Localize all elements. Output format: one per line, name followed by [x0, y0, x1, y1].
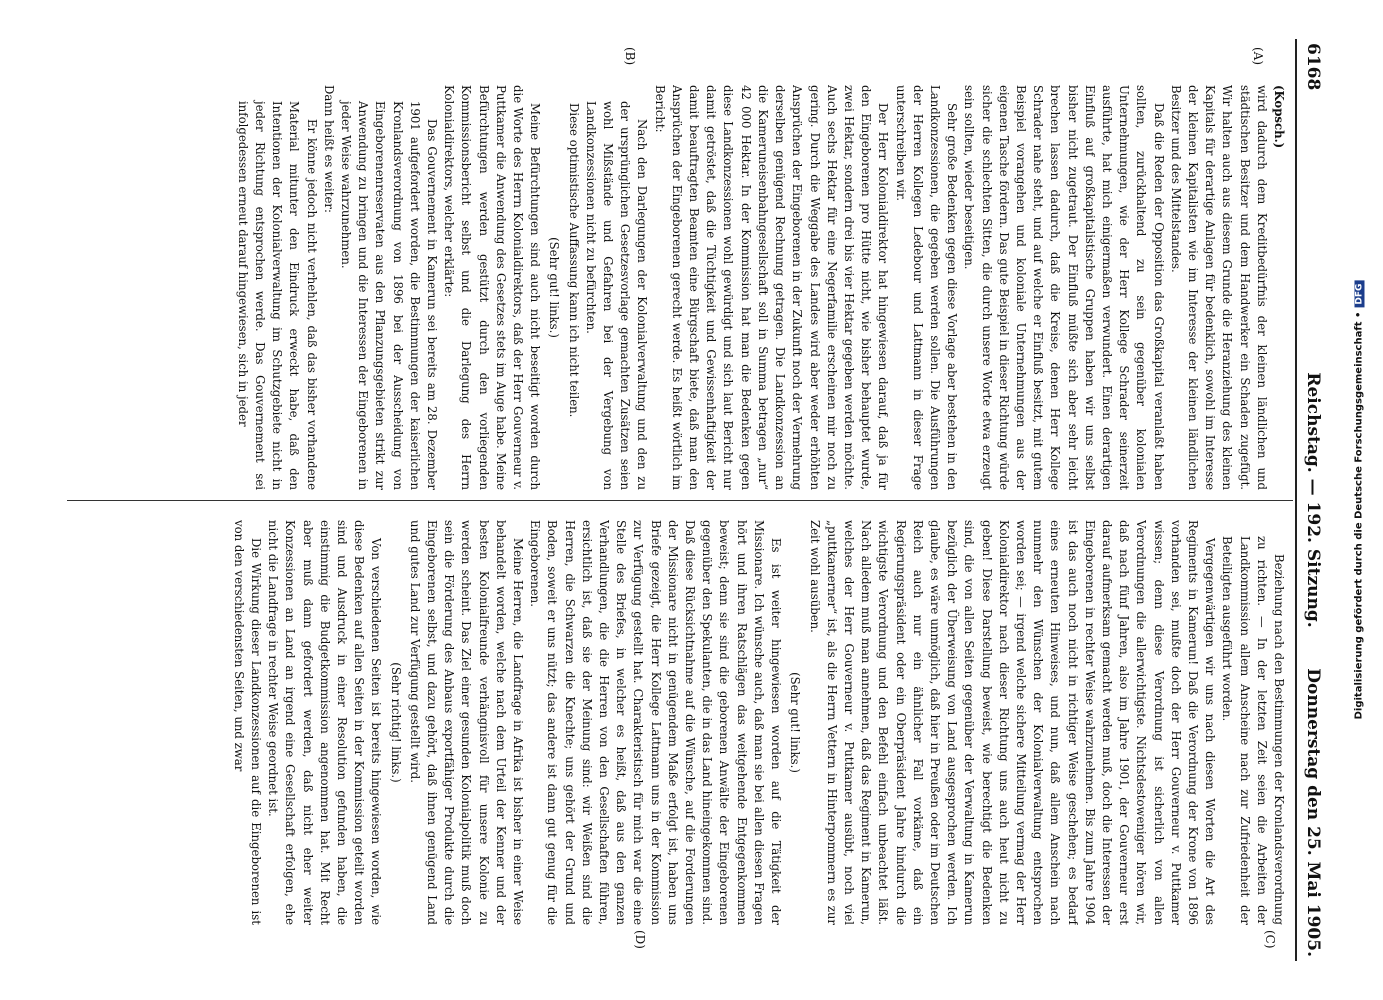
- speaker-name: (Kopsch.): [1271, 85, 1286, 149]
- paragraph: Der Herr Kolonialdirektor hat hingewiesen darauf, daß ja für den Eingeborenen pro Hütte nicht, wie bisher behauptet wurde, zwei Hektar, sondern drei bis vier Hektar gegeben werden möchte. Auch sechs Hektar für eine Negerfamilie erscheinen mir noch zu gering. Durch die Weggabe des Landes wird aber weder erhöhten Ansprüchen der Eingeborenen in der Zukunft noch der Vermehrung derselben genügend Rechnung getragen. Die Landkonzession an die Kameruneisenbahngesellschaft soll in Summa betragen „nur“ 42 000 Hektar. In der Kommission hat man die Bedenken gegen diese Landkonzessionen wohl gewürdigt und sich laut Bericht nur damit getröstet, daß die Tüchtigkeit und Gewissenhaftigkeit der damit beauftragten Beamten eine Bürgschaft biete, daß man den Ansprüchen der Eingeborenen gerecht werde. Es heißt wörtlich im Bericht:: [652, 85, 890, 490]
- paragraph: Dann heißt es weiter:: [321, 85, 336, 213]
- interjection: (Sehr gut! links.): [546, 237, 561, 338]
- page-header: [1297, 43, 1327, 957]
- paragraph: Von verschiedenen Seiten ist bereits hingewiesen worden, wie diese Bedenken auf allen Seiten in der Kommission geteilt worden sind und Ausdruck in einer Resolution gefunden haben, die einstimmig die Budgetkommission angenommen hat. Mit Recht aber muß dann gefordert werden, daß nicht eher weiter Konzessionen an Land an irgend eine Gesellschaft erfolgen, ehe nicht die Landfrage in rechter Weise geordnet ist.: [265, 520, 383, 925]
- paragraph: Die Wirkung dieser Landkonzessionen auf die Eingeborenen ist von den verschiedensten Seiten, und zwar: [231, 520, 263, 925]
- paragraph: Sehr große Bedenken gegen diese Vorlage aber bestehen in den Landkonzessionen, die gegeben werden sollen. Die Ausführungen der Herren Kollegen Ledebour und Lattmann in dieser Frage unterschreiben wir.: [893, 85, 959, 490]
- paragraph: Daß die Reden der Opposition das Großkapital veranlaßt haben sollten, zurückhaltend zu sein gegenüber kolonialen Unternehmungen, wie der Herr Kollege Schrader seinerzeit ausführte, hat mich einigermaßen verwundert. Einen derartigen Einfluß auf großkapitalistische Gruppen haben wir uns selbst bisher nicht zugetraut. Der Einfluß müßte sich aber sehr leicht brechen lassen dadurch, daß die Kreise, denen Herr Kollege Schrader nahe steht, und auf welche er Einfluß besitzt, mit gutem Beispiel vorangehen und koloniale Unternehmungen aus der eigenen Tasche fördern. Das gute Beispiel in dieser Richtung würde sicher die schlechten Sitten, die durch unsere Worte etwa erzeugt sein sollten, wieder beseitigen.: [961, 85, 1166, 490]
- session-title: Reichstag. — 192. Sitzung.: [1302, 372, 1323, 628]
- header-rule: [1295, 39, 1297, 961]
- paragraph: Meine Herren, die Landfrage in Afrika ist bisher in einer Weise behandelt worden, welche nach dem Urteil der Kenner und der besten Kolonialfreunde verhängnisvoll für unsere Kolonie zu werden scheint. Das Ziel einer gesunden Kolonialpolitik muß doch sein die Förderung des Anbaus exportfähiger Produkte durch die Eingeborenen selbst, und dazu gehört, daß ihnen genügend Land und gutes Land zur Verfügung gestellt wird.: [407, 520, 525, 925]
- session-date: Donnerstag den 25. Mai 1905.: [1302, 668, 1323, 957]
- margin-label-b: (B): [622, 47, 637, 66]
- interjection: (Sehr gut! links.): [787, 672, 802, 773]
- quote-paragraph: Nach den Darlegungen der Kolonialverwaltung und den zu der ursprünglichen Gesetzesvorlage gemachten Zusätzen seien wohl Mißstände und Gefahren bei der Vergebung von Landkonzessionen nicht zu befürchten.: [583, 101, 649, 490]
- column-divider: [67, 500, 1293, 501]
- credit-text: Digitalisierung gefördert durch die Deutsche Forschungsgemeinschaft •: [1353, 311, 1365, 719]
- digitization-credit: [1348, 12, 1370, 987]
- paragraph: Meine Befürchtungen sind auch nicht beseitigt worden durch die Worte des Herrn Kolonialdirektors, daß der Herr Gouverneur v. Puttkamer die Anwendung des Gesetzes stets im Auge habe. Meine Befürchtungen werden gestützt durch den vorliegenden Kommissionsbericht selbst und die Darlegung des Herrn Kolonialdirektors, welcher erklärte:: [441, 85, 542, 490]
- interjection: (Sehr richtig! links.): [388, 662, 403, 783]
- margin-label-a: (A): [1250, 47, 1265, 66]
- page-number: 6168: [1302, 43, 1323, 91]
- paragraph: Diese optimistische Auffassung kann ich nicht teilen.: [566, 103, 581, 418]
- margin-label-d: (D): [632, 930, 647, 949]
- quote-paragraph: Das Gouvernement in Kamerun sei bereits am 28. Dezember 1901 aufgefordert worden, die Bestimmungen der kaiserlichen Kronlandsverordnung von 1896 bei der Ausscheidung von Eingeborenenreservaten aus den Pflanzungsgebieten strikt zur Anwendung zu bringen und die Interessen der Eingeborenen in jeder Weise wahrzunehmen.: [338, 101, 439, 490]
- margin-label-c: (C): [1262, 930, 1277, 949]
- left-column: [65, 85, 1287, 490]
- quote-paragraph: Er könne jedoch nicht verhehlen, daß das bisher vorhandene Material mitunter den Eindruck erweckt habe, daß den Intentionen der Kolonialverwaltung im Schutzgebiete nicht in jeder Richtung entsprochen werde. Das Gouvernement sei infolgedessen erneut darauf hingewiesen, sich in jeder: [235, 101, 319, 490]
- paragraph: Vergegenwärtigen wir uns nach diesen Worten die Art des Regiments in Kamerun! Daß die Verordnung der Krone von 1896 vorhanden sei, mußte doch der Herr Gouverneur v. Puttkamer wissen; denn diese Verordnung ist sicherlich von allen Verordnungen die allerwichtigste. Nichtsdestoweniger hören wir, daß nach fünf Jahren, also im Jahre 1901, der Gouverneur erst darauf aufmerksam gemacht werden muß, doch die Interessen der Eingeborenen in rechter Weise wahrzunehmen. Bis zum Jahre 1904 ist das auch noch nicht in richtiger Weise geschehen; es bedarf eines erneuten Hinweises, und nun, daß allem Anschein nach nunmehr den Wünschen der Kolonialverwaltung entsprochen worden sei; — irgend welche sichere Mitteilung vermag der Herr Kolonialdirektor nach dieser Richtung uns auch heut nicht zu geben! Diese Darstellung beweist, wie berechtigt die Bedenken sind, die von allen Seiten gegenüber der Verwaltung in Kamerun bezüglich der Überweisung von Land ausgesprochen werden. Ich glaube, es wäre unmöglich, daß hier in Preußen oder im Deutschen Reich auch nur ein ähnlicher Fall vorkäme, daß ein Regierungspräsident oder ein Oberpräsident Jahre hindurch die wichtigste Verordnung und den Befehl einfach unbeachtet läßt. Nach alledem muß man annehmen, daß das Regiment in Kamerun, welches der Herr Gouverneur v. Puttkamer ausübt, noch viel „puttkamerner“ ist, als die Herrn Vettern in Hinterpommern es zur Zeit wohl ausüben.: [807, 520, 1217, 925]
- dfg-logo: DFG: [1355, 280, 1365, 307]
- right-column: [65, 520, 1287, 925]
- quote-paragraph: Beziehung nach den Bestimmungen der Kronlandsverordnung zu richten. — In der letzten Zeit seien die Arbeiten der Landkommission allem Anscheine nach zur Zufriedenheit der Beteiligten ausgeführt worden.: [1219, 536, 1286, 925]
- paragraph: wird dadurch dem Kreditbedürfnis der kleinen ländlichen und städtischen Besitzer und dem Handwerker ein Schaden zugefügt. Wir halten auch aus diesem Grunde die Heranziehung des kleinen Kapitals für derartige Anlagen für bedenklich, sowohl im Interesse der kleinen Kapitalisten wie im Interesse der kleinen ländlichen Besitzer und des Mittelstandes.: [1168, 85, 1269, 490]
- rotated-document-page: [47, 25, 1337, 975]
- paragraph: Es ist weiter hingewiesen worden auf die Tätigkeit der Missionare. Ich wünsche auch, daß man sie bei allen diesen Fragen hört und ihren Ratschlägen das weitgehende Entgegenkommen beweist; denn sie sind die geborenen Anwälte der Eingeborenen gegenüber den Spekulanten, die in das Land hineingekommen sind. Daß diese Rücksichtnahme auf die Wünsche, auf die Forderungen der Missionare nicht in genügendem Maße erfolgt ist, haben uns Briefe gezeigt, die Herr Kollege Lattmann uns in der Kommission zur Verfügung gestellt hat. Charakteristisch für mich war die eine Stelle des Briefes, in welcher es heißt, daß aus den ganzen Verhandlungen, die die Herren von den Gesellschaften führen, ersichtlich ist, daß sie der Meinung sind: wir Weißen sind die Herren, die Schwarzen die Knechte; uns gehört der Grund und Boden, soweit er uns nützt; das andere ist dann gut genug für die Eingeborenen.: [527, 520, 783, 925]
